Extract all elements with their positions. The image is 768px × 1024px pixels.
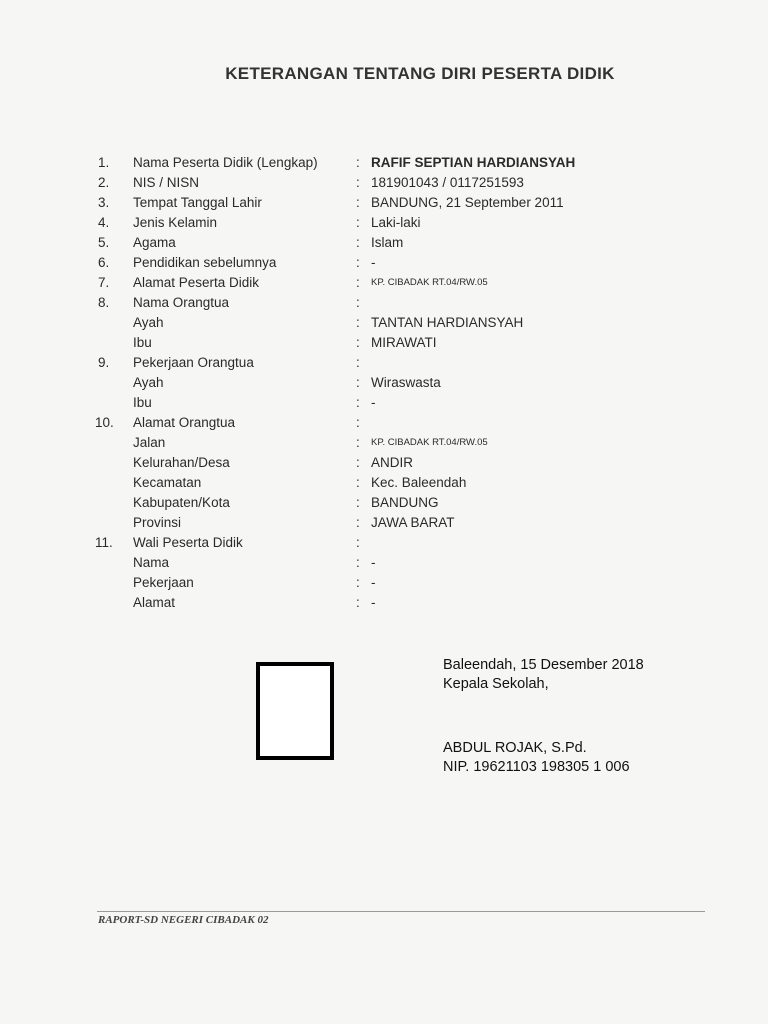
row-label: Alamat Orangtua [133,415,236,430]
row-number: 8. [98,295,110,310]
row-colon: : [356,295,360,310]
row-colon: : [356,415,360,430]
info-row-parents-name [0,293,768,313]
page-title: KETERANGAN TENTANG DIRI PESERTA DIDIK [225,64,615,83]
row-label: Alamat [133,595,176,610]
signature-place-date: Baleendah, 15 Desember 2018 [443,657,644,673]
signature-name: ABDUL ROJAK, S.Pd. [443,740,587,756]
info-row-student-address [0,273,768,293]
row-value: 181901043 / 0117251593 [371,175,524,190]
row-value: - [371,595,376,610]
row-value: - [371,575,376,590]
info-row-mother-name [0,333,768,353]
row-number: 1. [98,155,110,170]
row-number: 3. [98,195,110,210]
row-value: TANTAN HARDIANSYAH [371,315,524,330]
row-value: Laki-laki [371,215,421,230]
row-label: Tempat Tanggal Lahir [133,195,262,210]
footer-divider [97,911,705,912]
row-colon: : [356,375,360,390]
row-value: KP. CIBADAK RT.04/RW.05 [371,437,488,448]
info-row-gender [0,213,768,233]
row-number: 7. [98,275,110,290]
row-value: - [371,255,376,270]
signature-position: Kepala Sekolah, [443,676,549,692]
row-label: Nama Orangtua [133,295,230,310]
row-colon: : [356,515,360,530]
row-colon: : [356,235,360,250]
row-value: Islam [371,235,404,250]
row-label: Provinsi [133,515,182,530]
row-colon: : [356,355,360,370]
info-row-street [0,433,768,453]
row-colon: : [356,195,360,210]
row-value: BANDUNG, 21 September 2011 [371,195,564,210]
row-label: Pendidikan sebelumnya [133,255,277,270]
signature-nip: NIP. 19621103 198305 1 006 [443,759,630,775]
row-value: Wiraswasta [371,375,441,390]
info-row-guardian-job [0,573,768,593]
row-label: Jenis Kelamin [133,215,218,230]
row-number: 6. [98,255,110,270]
student-info-list [0,153,768,613]
row-label: Ibu [133,335,152,350]
row-value: KP. CIBADAK RT.04/RW.05 [371,277,488,288]
row-label: NIS / NISN [133,175,200,190]
row-colon: : [356,475,360,490]
row-colon: : [356,395,360,410]
row-colon: : [356,575,360,590]
row-label: Alamat Peserta Didik [133,275,260,290]
row-label: Ayah [133,315,164,330]
row-colon: : [356,555,360,570]
row-value: Kec. Baleendah [371,475,467,490]
info-row-guardian [0,533,768,553]
photo-placeholder [256,662,334,760]
row-label: Kabupaten/Kota [133,495,230,510]
row-number: 11. [95,535,113,550]
row-label: Kelurahan/Desa [133,455,230,470]
info-row-guardian-address [0,593,768,613]
info-row-father-name [0,313,768,333]
row-colon: : [356,455,360,470]
row-colon: : [356,535,360,550]
info-row-nis [0,173,768,193]
row-value: MIRAWATI [371,335,437,350]
row-number: 4. [98,215,110,230]
row-value: - [371,395,376,410]
info-row-name [0,153,768,173]
info-row-prev-education [0,253,768,273]
row-label: Pekerjaan Orangtua [133,355,254,370]
row-value: JAWA BARAT [371,515,455,530]
row-colon: : [356,275,360,290]
row-colon: : [356,435,360,450]
row-value: ANDIR [371,455,414,470]
row-number: 5. [98,235,110,250]
info-row-father-job [0,373,768,393]
row-number: 2. [98,175,110,190]
row-label: Nama [133,555,170,570]
row-colon: : [356,215,360,230]
row-colon: : [356,175,360,190]
row-label: Wali Peserta Didik [133,535,243,550]
row-colon: : [356,335,360,350]
info-row-religion [0,233,768,253]
row-number: 9. [98,355,110,370]
footer-text: RAPORT-SD NEGERI CIBADAK 02 [98,914,269,926]
info-row-guardian-name [0,553,768,573]
row-label: Ibu [133,395,152,410]
row-colon: : [356,155,360,170]
info-row-parents-address [0,413,768,433]
row-label: Ayah [133,375,164,390]
row-label: Kecamatan [133,475,202,490]
row-value: - [371,555,376,570]
row-label: Agama [133,235,176,250]
row-value: RAFIF SEPTIAN HARDIANSYAH [371,155,576,170]
info-row-province [0,513,768,533]
row-label: Jalan [133,435,166,450]
row-colon: : [356,255,360,270]
info-row-regency [0,493,768,513]
info-row-parents-job [0,353,768,373]
row-value: BANDUNG [371,495,439,510]
row-colon: : [356,495,360,510]
row-colon: : [356,595,360,610]
info-row-district [0,473,768,493]
info-row-village [0,453,768,473]
info-row-birth [0,193,768,213]
row-colon: : [356,315,360,330]
row-label: Nama Peserta Didik (Lengkap) [133,155,318,170]
info-row-mother-job [0,393,768,413]
row-number: 10. [95,415,114,430]
row-label: Pekerjaan [133,575,194,590]
